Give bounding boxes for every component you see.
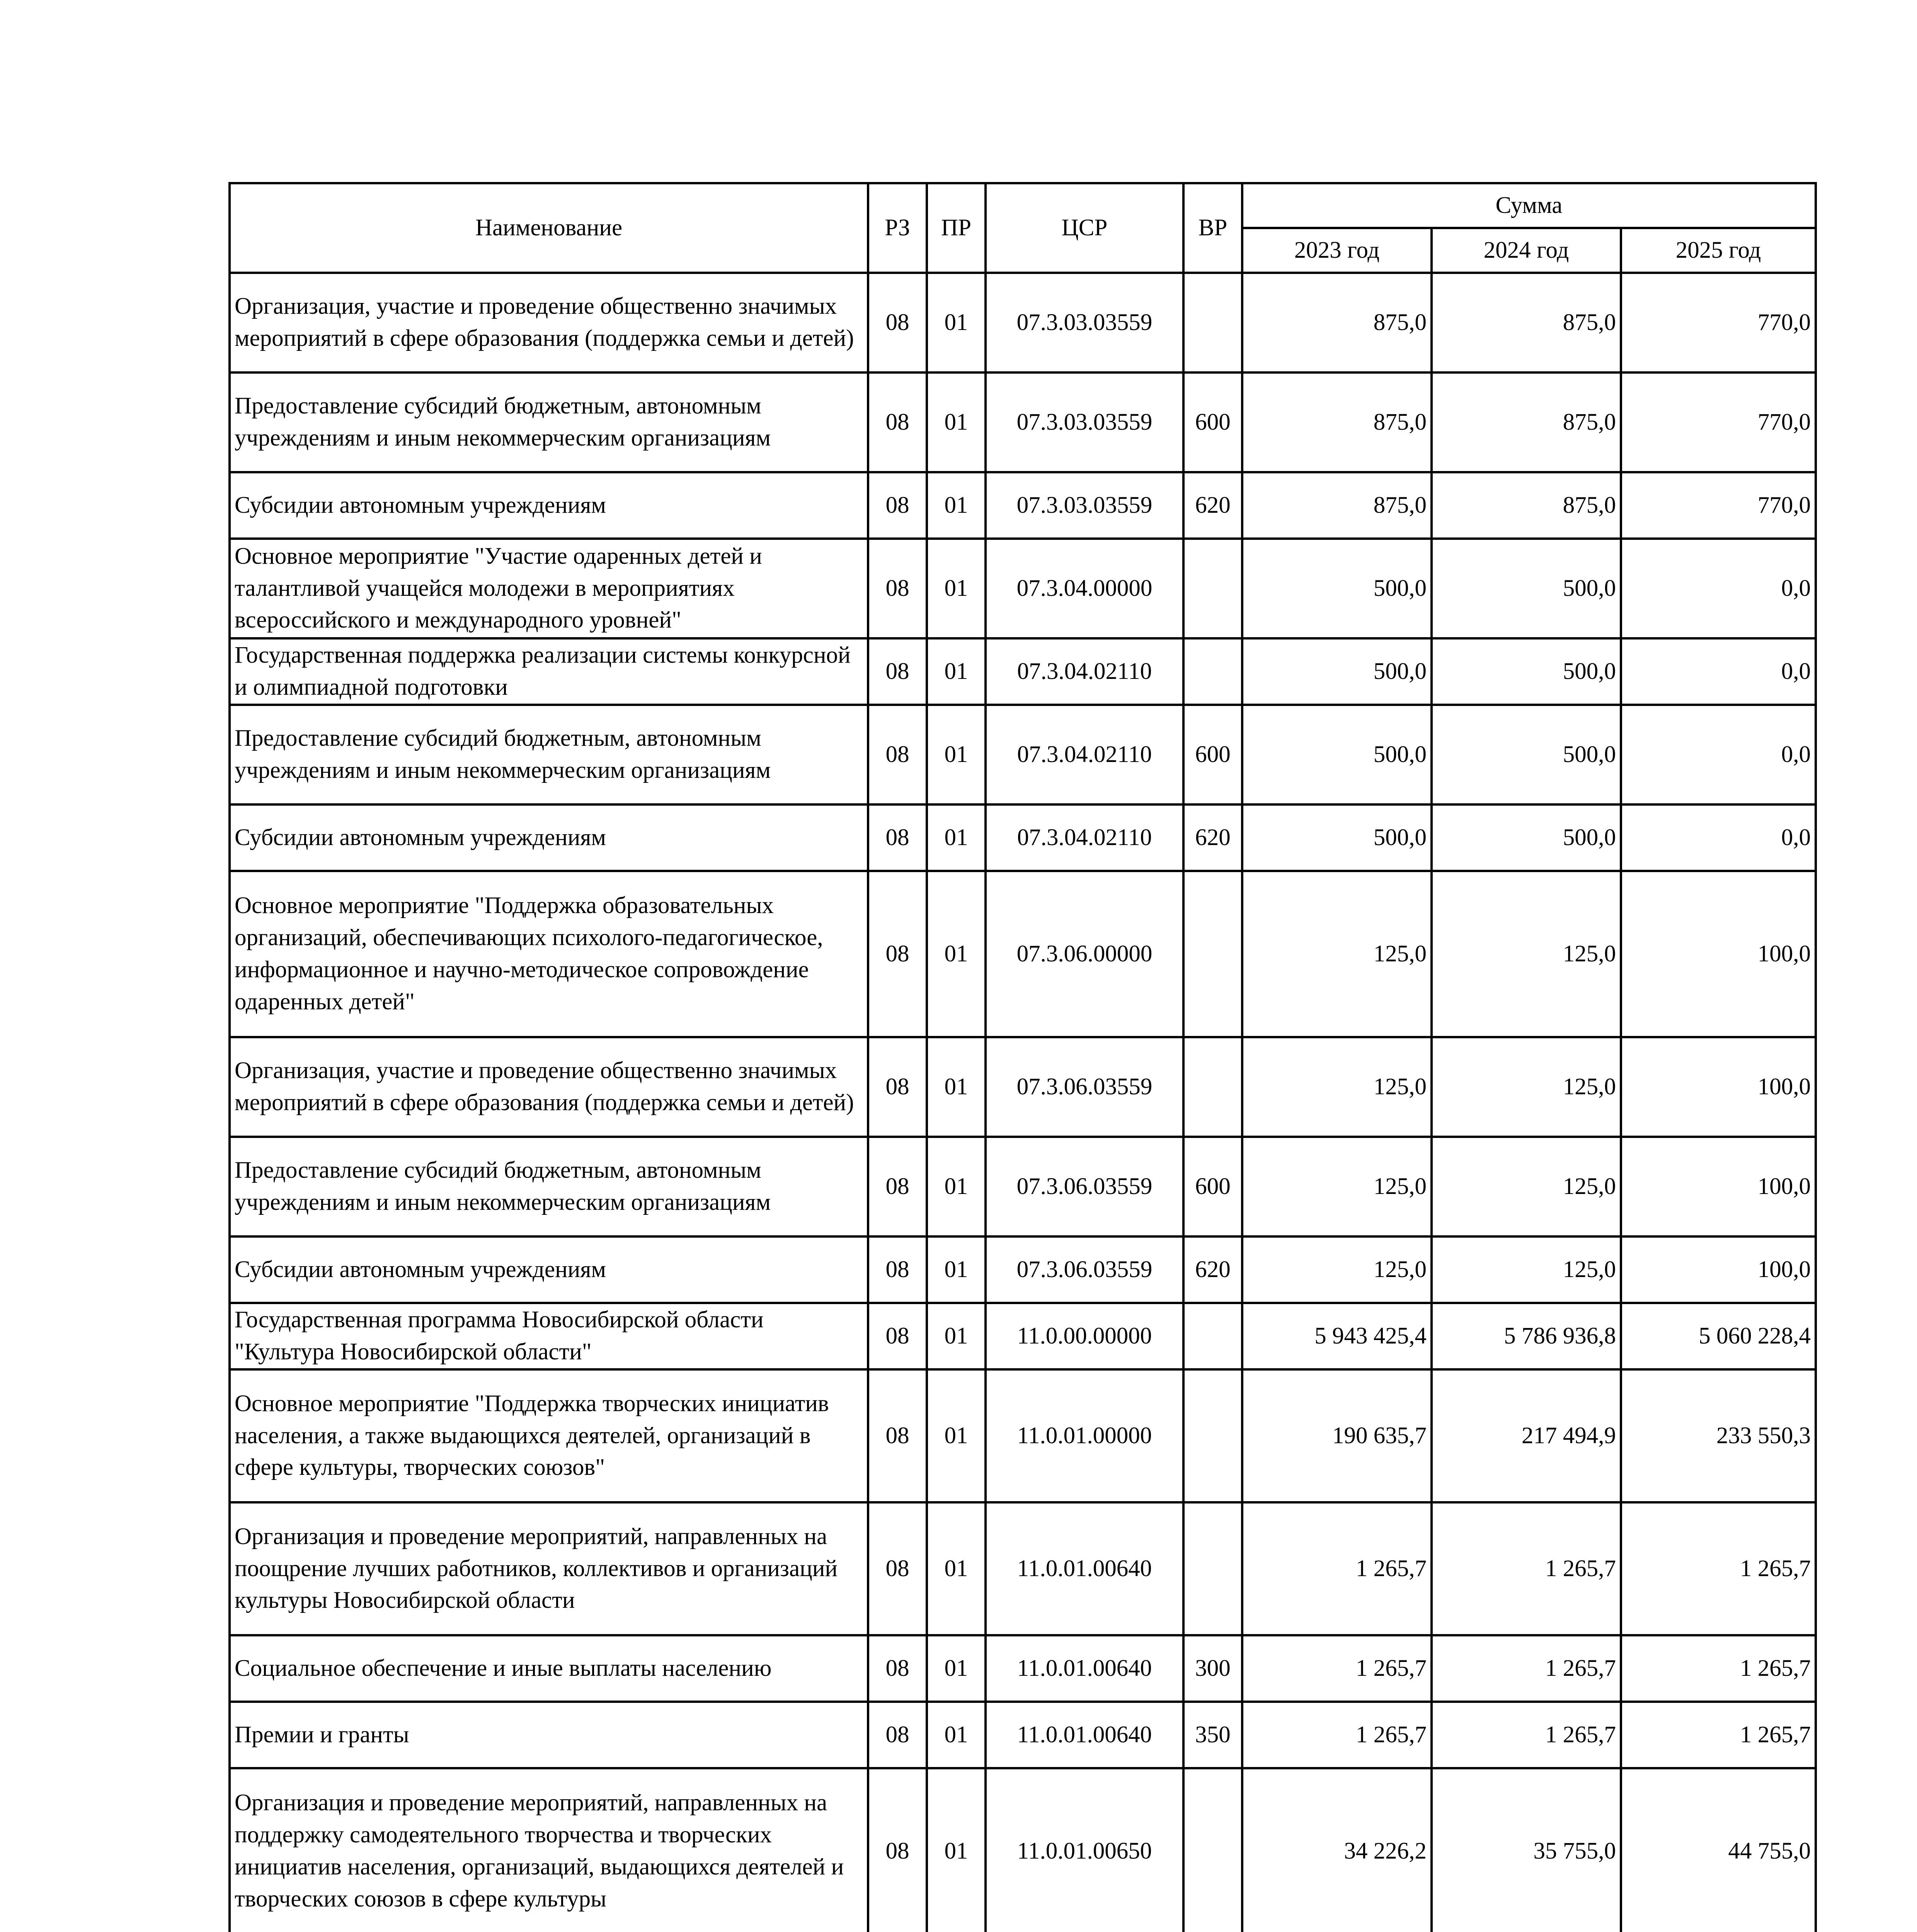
- row-name: Социальное обеспечение и иные выплаты населению: [230, 1635, 868, 1702]
- row-sum-2025: 233 550,3: [1621, 1369, 1816, 1502]
- row-pr: 01: [927, 871, 986, 1037]
- row-csr: 11.0.01.00640: [986, 1502, 1183, 1635]
- header-name: Наименование: [230, 183, 868, 273]
- row-name: Государственная программа Новосибирской области "Культура Новосибирской области": [230, 1303, 868, 1369]
- table-row: [230, 1502, 1816, 1635]
- row-rz: 08: [868, 1303, 927, 1369]
- row-pr: 01: [927, 705, 986, 804]
- row-sum-2023: 125,0: [1242, 1137, 1432, 1236]
- row-pr: 01: [927, 1303, 986, 1369]
- row-csr: 07.3.03.03559: [986, 273, 1183, 372]
- row-csr: 07.3.03.03559: [986, 372, 1183, 472]
- row-csr: 07.3.06.03559: [986, 1236, 1183, 1303]
- row-sum-2024: 500,0: [1432, 539, 1621, 638]
- table-row: [230, 638, 1816, 705]
- row-sum-2023: 5 943 425,4: [1242, 1303, 1432, 1369]
- table-row: [230, 472, 1816, 539]
- row-sum-2025: 5 060 228,4: [1621, 1303, 1816, 1369]
- row-pr: 01: [927, 539, 986, 638]
- row-sum-2024: 125,0: [1432, 1037, 1621, 1137]
- row-sum-2025: 1 265,7: [1621, 1702, 1816, 1768]
- row-pr: 01: [927, 1635, 986, 1702]
- header-2024: 2024 год: [1432, 228, 1621, 273]
- row-csr: 07.3.04.00000: [986, 539, 1183, 638]
- table-row: [230, 273, 1816, 372]
- row-pr: 01: [927, 472, 986, 539]
- row-rz: 08: [868, 472, 927, 539]
- row-sum-2023: 34 226,2: [1242, 1768, 1432, 1932]
- row-pr: 01: [927, 1037, 986, 1137]
- header-pr: ПР: [927, 183, 986, 273]
- table-row: [230, 1236, 1816, 1303]
- row-vr: 600: [1183, 705, 1242, 804]
- row-vr: [1183, 1502, 1242, 1635]
- row-name: Организация, участие и проведение общественно значимых мероприятий в сфере образования (поддержка семьи и детей): [230, 273, 868, 372]
- row-sum-2023: 875,0: [1242, 472, 1432, 539]
- row-vr: 620: [1183, 472, 1242, 539]
- row-sum-2023: 125,0: [1242, 1037, 1432, 1137]
- row-sum-2023: 500,0: [1242, 539, 1432, 638]
- row-sum-2023: 875,0: [1242, 372, 1432, 472]
- header-2023: 2023 год: [1242, 228, 1432, 273]
- row-csr: 11.0.01.00650: [986, 1768, 1183, 1932]
- table-row: [230, 705, 1816, 804]
- row-name: Предоставление субсидий бюджетным, автономным учреждениям и иным некоммерческим организациям: [230, 705, 868, 804]
- row-pr: 01: [927, 1369, 986, 1502]
- row-pr: 01: [927, 1768, 986, 1932]
- row-csr: 07.3.04.02110: [986, 705, 1183, 804]
- row-csr: 07.3.04.02110: [986, 638, 1183, 705]
- budget-table: [228, 182, 1817, 1932]
- row-vr: 600: [1183, 1137, 1242, 1236]
- row-csr: 11.0.01.00000: [986, 1369, 1183, 1502]
- row-pr: 01: [927, 804, 986, 871]
- header-row-1: [230, 183, 1816, 228]
- table-row: [230, 804, 1816, 871]
- header-csr: ЦСР: [986, 183, 1183, 273]
- row-vr: [1183, 1037, 1242, 1137]
- row-csr: 07.3.04.02110: [986, 804, 1183, 871]
- row-sum-2025: 770,0: [1621, 372, 1816, 472]
- row-vr: [1183, 871, 1242, 1037]
- row-name: Субсидии автономным учреждениям: [230, 1236, 868, 1303]
- row-name: Субсидии автономным учреждениям: [230, 472, 868, 539]
- row-csr: 07.3.03.03559: [986, 472, 1183, 539]
- row-sum-2024: 1 265,7: [1432, 1635, 1621, 1702]
- table-row: [230, 1037, 1816, 1137]
- row-csr: 11.0.01.00640: [986, 1635, 1183, 1702]
- row-name: Организация и проведение мероприятий, направленных на поддержку самодеятельного творчества и творческих инициатив населения, организаций, выдающихся деятелей и творческих союзов в сфере культуры: [230, 1768, 868, 1932]
- row-sum-2024: 875,0: [1432, 472, 1621, 539]
- row-pr: 01: [927, 1137, 986, 1236]
- row-sum-2025: 100,0: [1621, 1137, 1816, 1236]
- row-vr: 620: [1183, 1236, 1242, 1303]
- row-rz: 08: [868, 1635, 927, 1702]
- row-sum-2024: 1 265,7: [1432, 1702, 1621, 1768]
- row-rz: 08: [868, 372, 927, 472]
- row-sum-2023: 1 265,7: [1242, 1502, 1432, 1635]
- row-sum-2025: 0,0: [1621, 638, 1816, 705]
- row-pr: 01: [927, 1236, 986, 1303]
- row-rz: 08: [868, 1502, 927, 1635]
- row-vr: 620: [1183, 804, 1242, 871]
- row-csr: 07.3.06.03559: [986, 1037, 1183, 1137]
- row-rz: 08: [868, 1137, 927, 1236]
- row-vr: 300: [1183, 1635, 1242, 1702]
- row-vr: [1183, 539, 1242, 638]
- row-vr: [1183, 1303, 1242, 1369]
- row-name: Субсидии автономным учреждениям: [230, 804, 868, 871]
- row-csr: 11.0.00.00000: [986, 1303, 1183, 1369]
- row-name: Предоставление субсидий бюджетным, автономным учреждениям и иным некоммерческим организациям: [230, 1137, 868, 1236]
- row-rz: 08: [868, 804, 927, 871]
- row-sum-2023: 875,0: [1242, 273, 1432, 372]
- header-rz: РЗ: [868, 183, 927, 273]
- row-rz: 08: [868, 1037, 927, 1137]
- row-vr: [1183, 638, 1242, 705]
- row-csr: 11.0.01.00640: [986, 1702, 1183, 1768]
- table-row: [230, 372, 1816, 472]
- row-name: Государственная поддержка реализации системы конкурсной и олимпиадной подготовки: [230, 638, 868, 705]
- row-sum-2025: 1 265,7: [1621, 1635, 1816, 1702]
- row-sum-2023: 1 265,7: [1242, 1635, 1432, 1702]
- row-sum-2025: 1 265,7: [1621, 1502, 1816, 1635]
- row-pr: 01: [927, 372, 986, 472]
- row-pr: 01: [927, 638, 986, 705]
- row-sum-2024: 125,0: [1432, 1137, 1621, 1236]
- row-vr: [1183, 1768, 1242, 1932]
- row-vr: [1183, 273, 1242, 372]
- row-name: Основное мероприятие "Участие одаренных детей и талантливой учащейся молодежи в мероприятиях всероссийского и международного уровней": [230, 539, 868, 638]
- row-sum-2024: 500,0: [1432, 705, 1621, 804]
- row-sum-2023: 1 265,7: [1242, 1702, 1432, 1768]
- row-sum-2025: 100,0: [1621, 1236, 1816, 1303]
- row-name: Организация и проведение мероприятий, направленных на поощрение лучших работников, коллективов и организаций культуры Новосибирской области: [230, 1502, 868, 1635]
- table-row: [230, 1702, 1816, 1768]
- row-sum-2024: 125,0: [1432, 1236, 1621, 1303]
- row-sum-2024: 217 494,9: [1432, 1369, 1621, 1502]
- row-rz: 08: [868, 539, 927, 638]
- row-sum-2024: 875,0: [1432, 273, 1621, 372]
- row-pr: 01: [927, 1502, 986, 1635]
- row-pr: 01: [927, 273, 986, 372]
- row-vr: 350: [1183, 1702, 1242, 1768]
- row-sum-2024: 500,0: [1432, 638, 1621, 705]
- table-row: [230, 1303, 1816, 1369]
- row-rz: 08: [868, 1236, 927, 1303]
- row-sum-2025: 44 755,0: [1621, 1768, 1816, 1932]
- row-sum-2024: 5 786 936,8: [1432, 1303, 1621, 1369]
- row-sum-2023: 190 635,7: [1242, 1369, 1432, 1502]
- header-2025: 2025 год: [1621, 228, 1816, 273]
- row-rz: 08: [868, 273, 927, 372]
- table-row: [230, 871, 1816, 1037]
- row-name: Организация, участие и проведение общественно значимых мероприятий в сфере образования (поддержка семьи и детей): [230, 1037, 868, 1137]
- row-pr: 01: [927, 1702, 986, 1768]
- table-row: [230, 1768, 1816, 1932]
- row-sum-2024: 125,0: [1432, 871, 1621, 1037]
- table-row: [230, 1635, 1816, 1702]
- row-sum-2023: 500,0: [1242, 705, 1432, 804]
- row-csr: 07.3.06.00000: [986, 871, 1183, 1037]
- row-sum-2025: 100,0: [1621, 1037, 1816, 1137]
- row-sum-2024: 1 265,7: [1432, 1502, 1621, 1635]
- row-sum-2023: 500,0: [1242, 804, 1432, 871]
- row-sum-2025: 770,0: [1621, 273, 1816, 372]
- row-sum-2023: 500,0: [1242, 638, 1432, 705]
- header-sum: Сумма: [1242, 183, 1816, 228]
- row-sum-2025: 0,0: [1621, 804, 1816, 871]
- row-rz: 08: [868, 1369, 927, 1502]
- header-vr: ВР: [1183, 183, 1242, 273]
- row-sum-2024: 35 755,0: [1432, 1768, 1621, 1932]
- row-csr: 07.3.06.03559: [986, 1137, 1183, 1236]
- table-row: [230, 539, 1816, 638]
- row-sum-2025: 0,0: [1621, 539, 1816, 638]
- row-name: Основное мероприятие "Поддержка творческих инициатив населения, а также выдающихся деятелей, организаций в сфере культуры, творческих союзов": [230, 1369, 868, 1502]
- row-rz: 08: [868, 871, 927, 1037]
- row-rz: 08: [868, 1702, 927, 1768]
- row-sum-2025: 770,0: [1621, 472, 1816, 539]
- row-sum-2024: 875,0: [1432, 372, 1621, 472]
- row-sum-2023: 125,0: [1242, 871, 1432, 1037]
- row-vr: 600: [1183, 372, 1242, 472]
- row-rz: 08: [868, 705, 927, 804]
- row-sum-2024: 500,0: [1432, 804, 1621, 871]
- row-name: Основное мероприятие "Поддержка образовательных организаций, обеспечивающих психолого-педагогическое, информационное и научно-методическое сопровождение одаренных детей": [230, 871, 868, 1037]
- row-name: Премии и гранты: [230, 1702, 868, 1768]
- row-sum-2025: 100,0: [1621, 871, 1816, 1037]
- table-row: [230, 1369, 1816, 1502]
- row-rz: 08: [868, 638, 927, 705]
- table-row: [230, 1137, 1816, 1236]
- row-name: Предоставление субсидий бюджетным, автономным учреждениям и иным некоммерческим организациям: [230, 372, 868, 472]
- row-sum-2025: 0,0: [1621, 705, 1816, 804]
- row-sum-2023: 125,0: [1242, 1236, 1432, 1303]
- row-rz: 08: [868, 1768, 927, 1932]
- row-vr: [1183, 1369, 1242, 1502]
